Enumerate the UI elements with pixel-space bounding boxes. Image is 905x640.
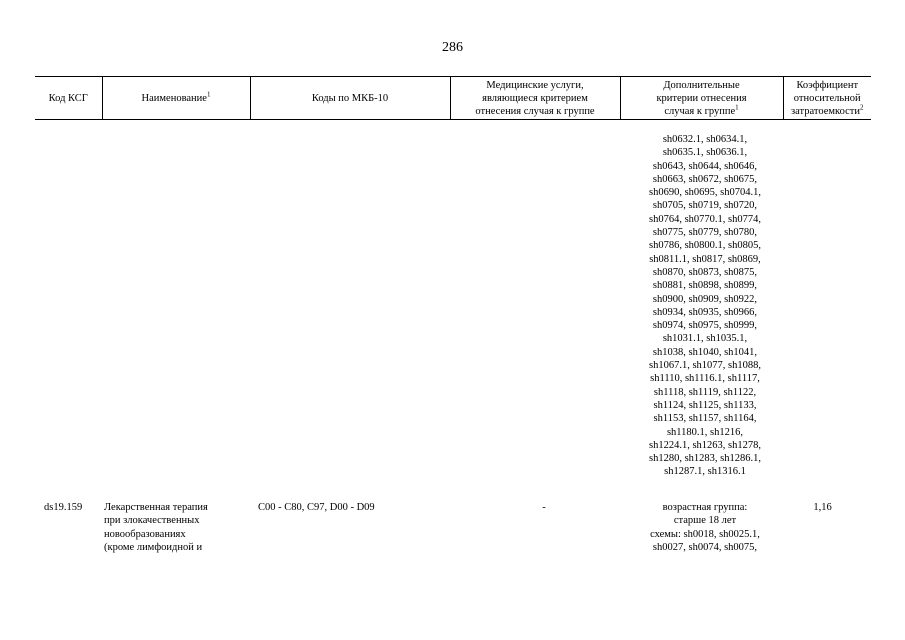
scheme-line: sh0690, sh0695, sh0704.1, xyxy=(648,187,761,199)
scheme-line: sh0881, sh0898, sh0899, xyxy=(652,280,758,292)
table-header xyxy=(35,76,871,120)
header-additional: Дополнительные критерии отнесения случая к группе$^1$ xyxy=(620,77,783,120)
header-services: Медицинские услуги, являющиеся критерием отнесения случая к группе xyxy=(450,77,620,120)
scheme-line: sh1153, sh1157, sh1164, xyxy=(653,413,757,425)
row-additional-criteria: возрастная группа: старше 18 лет схемы: sh0018, sh0025.1, sh0027, sh0074, sh0075, xyxy=(650,502,760,553)
scheme-line: sh1280, sh1283, sh1286.1, xyxy=(648,453,761,465)
scheme-line: sh1067.1, sh1077, sh1088, xyxy=(648,360,761,372)
scheme-line: sh1118, sh1119, sh1122, xyxy=(653,386,757,398)
header-name: Наименование$^1$ xyxy=(102,77,250,120)
scheme-line: sh0775, sh0779, sh0780, xyxy=(652,227,758,239)
scheme-line: sh0764, sh0770.1, sh0774, xyxy=(648,213,761,225)
scheme-line: sh0632.1, sh0634.1, xyxy=(662,134,748,145)
scheme-line: sh0900, sh0909, sh0922, xyxy=(652,293,758,305)
scheme-line: sh0811.1, sh0817, sh0869, xyxy=(649,253,761,265)
row-mkb-codes: C00 - C80, C97, D00 - D09 xyxy=(258,502,375,513)
scheme-line: sh1031.1, sh1035.1, xyxy=(662,333,748,345)
page-number: 286 xyxy=(442,40,463,55)
row-name: Лекарственная терапия при злокачественных новообразованиях (кроме лимфоидной и xyxy=(104,502,208,553)
scheme-line: sh1224.1, sh1263, sh1278, xyxy=(648,439,761,451)
scheme-line: sh1180.1, sh1216, xyxy=(666,426,744,438)
scheme-line: sh1124, sh1125, sh1133, xyxy=(653,399,757,411)
scheme-line: sh1287.1, sh1316.1 xyxy=(664,466,746,478)
scheme-line: sh0786, sh0800.1, sh0805, xyxy=(648,240,761,252)
scheme-line: sh0705, sh0719, sh0720, xyxy=(652,200,758,212)
scheme-line: sh0663, sh0672, sh0675, xyxy=(652,173,758,185)
header-mkb: Коды по МКБ-10 xyxy=(250,77,450,120)
row-coefficient: 1,16 xyxy=(813,502,832,513)
continued-schemes-list xyxy=(620,133,790,479)
header-code: Код КСГ xyxy=(35,77,102,120)
scheme-line: sh0934, sh0935, sh0966, xyxy=(652,306,758,318)
header-coef: Коэффициент относительной затратоемкости$^2$ xyxy=(783,77,871,120)
scheme-line: sh1110, sh1116.1, sh1117, xyxy=(650,373,760,385)
row-code: ds19.159 xyxy=(44,502,83,513)
scheme-line: sh0643, sh0644, sh0646, xyxy=(652,160,758,172)
row-services: - xyxy=(542,502,546,513)
scheme-line: sh0974, sh0975, sh0999, xyxy=(652,320,758,332)
scheme-line: sh1038, sh1040, sh1041, xyxy=(652,346,758,358)
scheme-line: sh0635.1, sh0636.1, xyxy=(662,147,748,159)
scheme-line: sh0870, sh0873, sh0875, xyxy=(652,266,758,278)
